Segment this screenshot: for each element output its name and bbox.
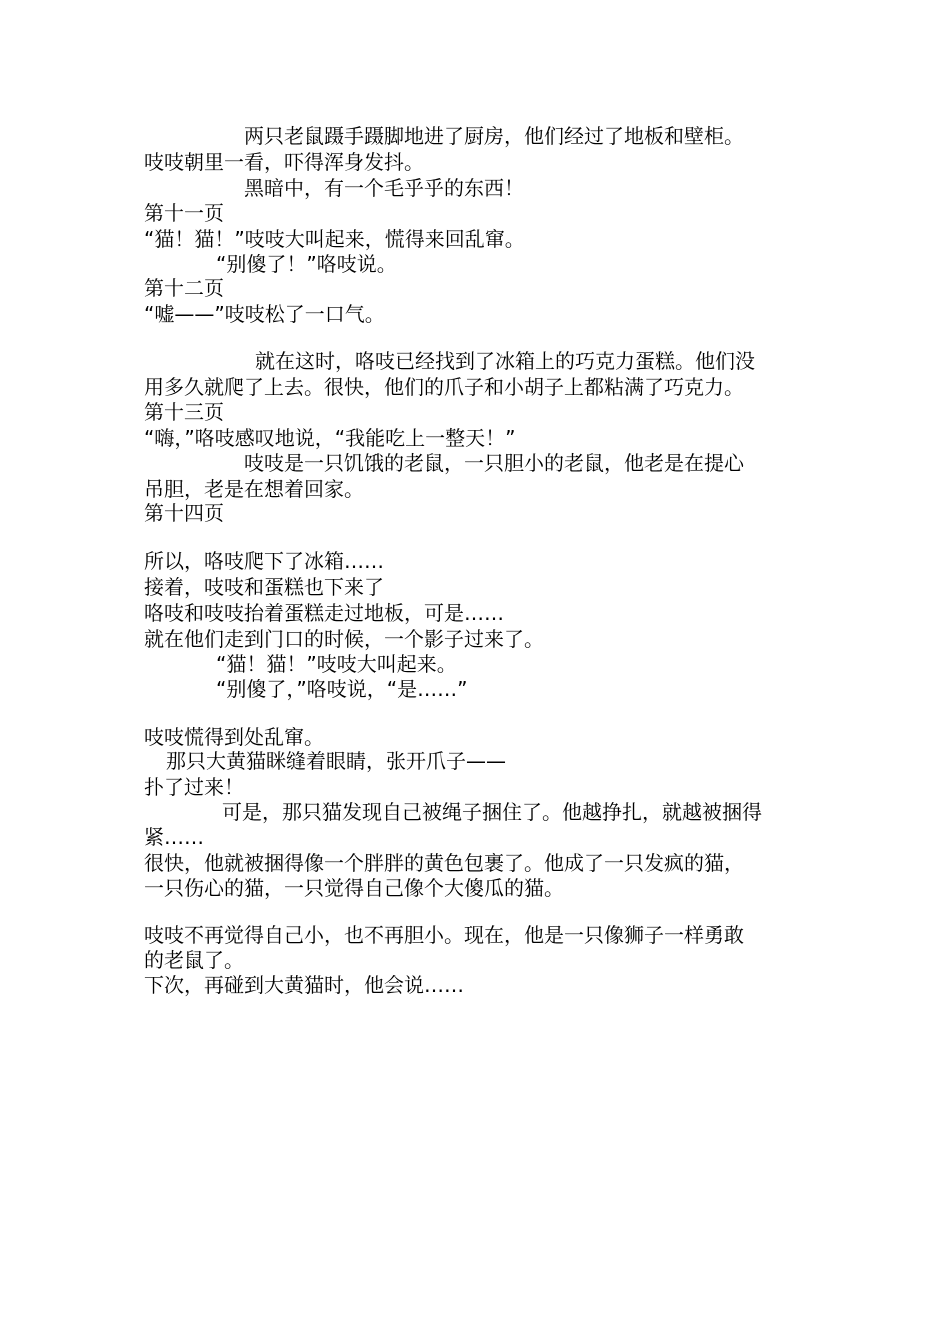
- text-line: 吱吱是一只饥饿的老鼠，一只胆小的老鼠，他老是在提心: [244, 451, 744, 475]
- text-line: “嘘——”吱吱松了一口气。: [144, 302, 385, 326]
- text-line: 所以，咯吱爬下了冰箱……: [144, 549, 384, 573]
- text-line: 吱吱不再觉得自己小，也不再胆小。现在，他是一只像狮子一样勇敢: [144, 923, 744, 947]
- text-line: 咯吱和吱吱抬着蛋糕走过地板，可是……: [144, 601, 504, 625]
- text-line: “别傻了！”咯吱说。: [216, 252, 397, 276]
- text-line: 可是，那只猫发现自己被绳子捆住了。他越挣扎，就越被捆得: [222, 800, 762, 824]
- page-number-label: 第十四页: [144, 501, 224, 525]
- text-line: “嗨，”咯吱感叹地说，“我能吃上一整天！”: [144, 426, 516, 450]
- page-number-label: 第十二页: [144, 276, 224, 300]
- text-line: 很快，他就被捆得像一个胖胖的黄色包裹了。他成了一只发疯的猫，: [144, 851, 744, 875]
- page-number-label: 第十三页: [144, 400, 224, 424]
- text-line: 用多久就爬了上去。很快，他们的爪子和小胡子上都粘满了巧克力。: [144, 375, 744, 399]
- text-line: 的老鼠了。: [144, 948, 244, 972]
- text-line: 吱吱朝里一看，吓得浑身发抖。: [144, 150, 424, 174]
- text-line: 吱吱慌得到处乱窜。: [144, 725, 324, 749]
- text-line: 就在他们走到门口的时候，一个影子过来了。: [144, 627, 544, 651]
- text-line: 下次，再碰到大黄猫时，他会说……: [144, 973, 464, 997]
- text-line: 两只老鼠蹑手蹑脚地进了厨房，他们经过了地板和壁柜。: [244, 124, 744, 148]
- text-line: 吊胆，老是在想着回家。: [144, 477, 364, 501]
- text-line: “猫！猫！”吱吱大叫起来，慌得来回乱窜。: [144, 227, 525, 251]
- text-line: 一只伤心的猫，一只觉得自己像个大傻瓜的猫。: [144, 876, 564, 900]
- text-line: 扑了过来！: [144, 775, 244, 799]
- text-line: 接着，吱吱和蛋糕也下来了: [144, 575, 384, 599]
- text-line: 黑暗中，有一个毛乎乎的东西！: [244, 176, 524, 200]
- text-line: “别傻了，”咯吱说，“是……”: [216, 677, 468, 701]
- text-line: 那只大黄猫眯缝着眼睛，张开爪子——: [166, 749, 506, 773]
- text-line: 就在这时，咯吱已经找到了冰箱上的巧克力蛋糕。他们没: [255, 349, 755, 373]
- page-number-label: 第十一页: [144, 201, 224, 225]
- text-line: “猫！猫！”吱吱大叫起来。: [216, 652, 457, 676]
- text-line: 紧……: [144, 825, 204, 849]
